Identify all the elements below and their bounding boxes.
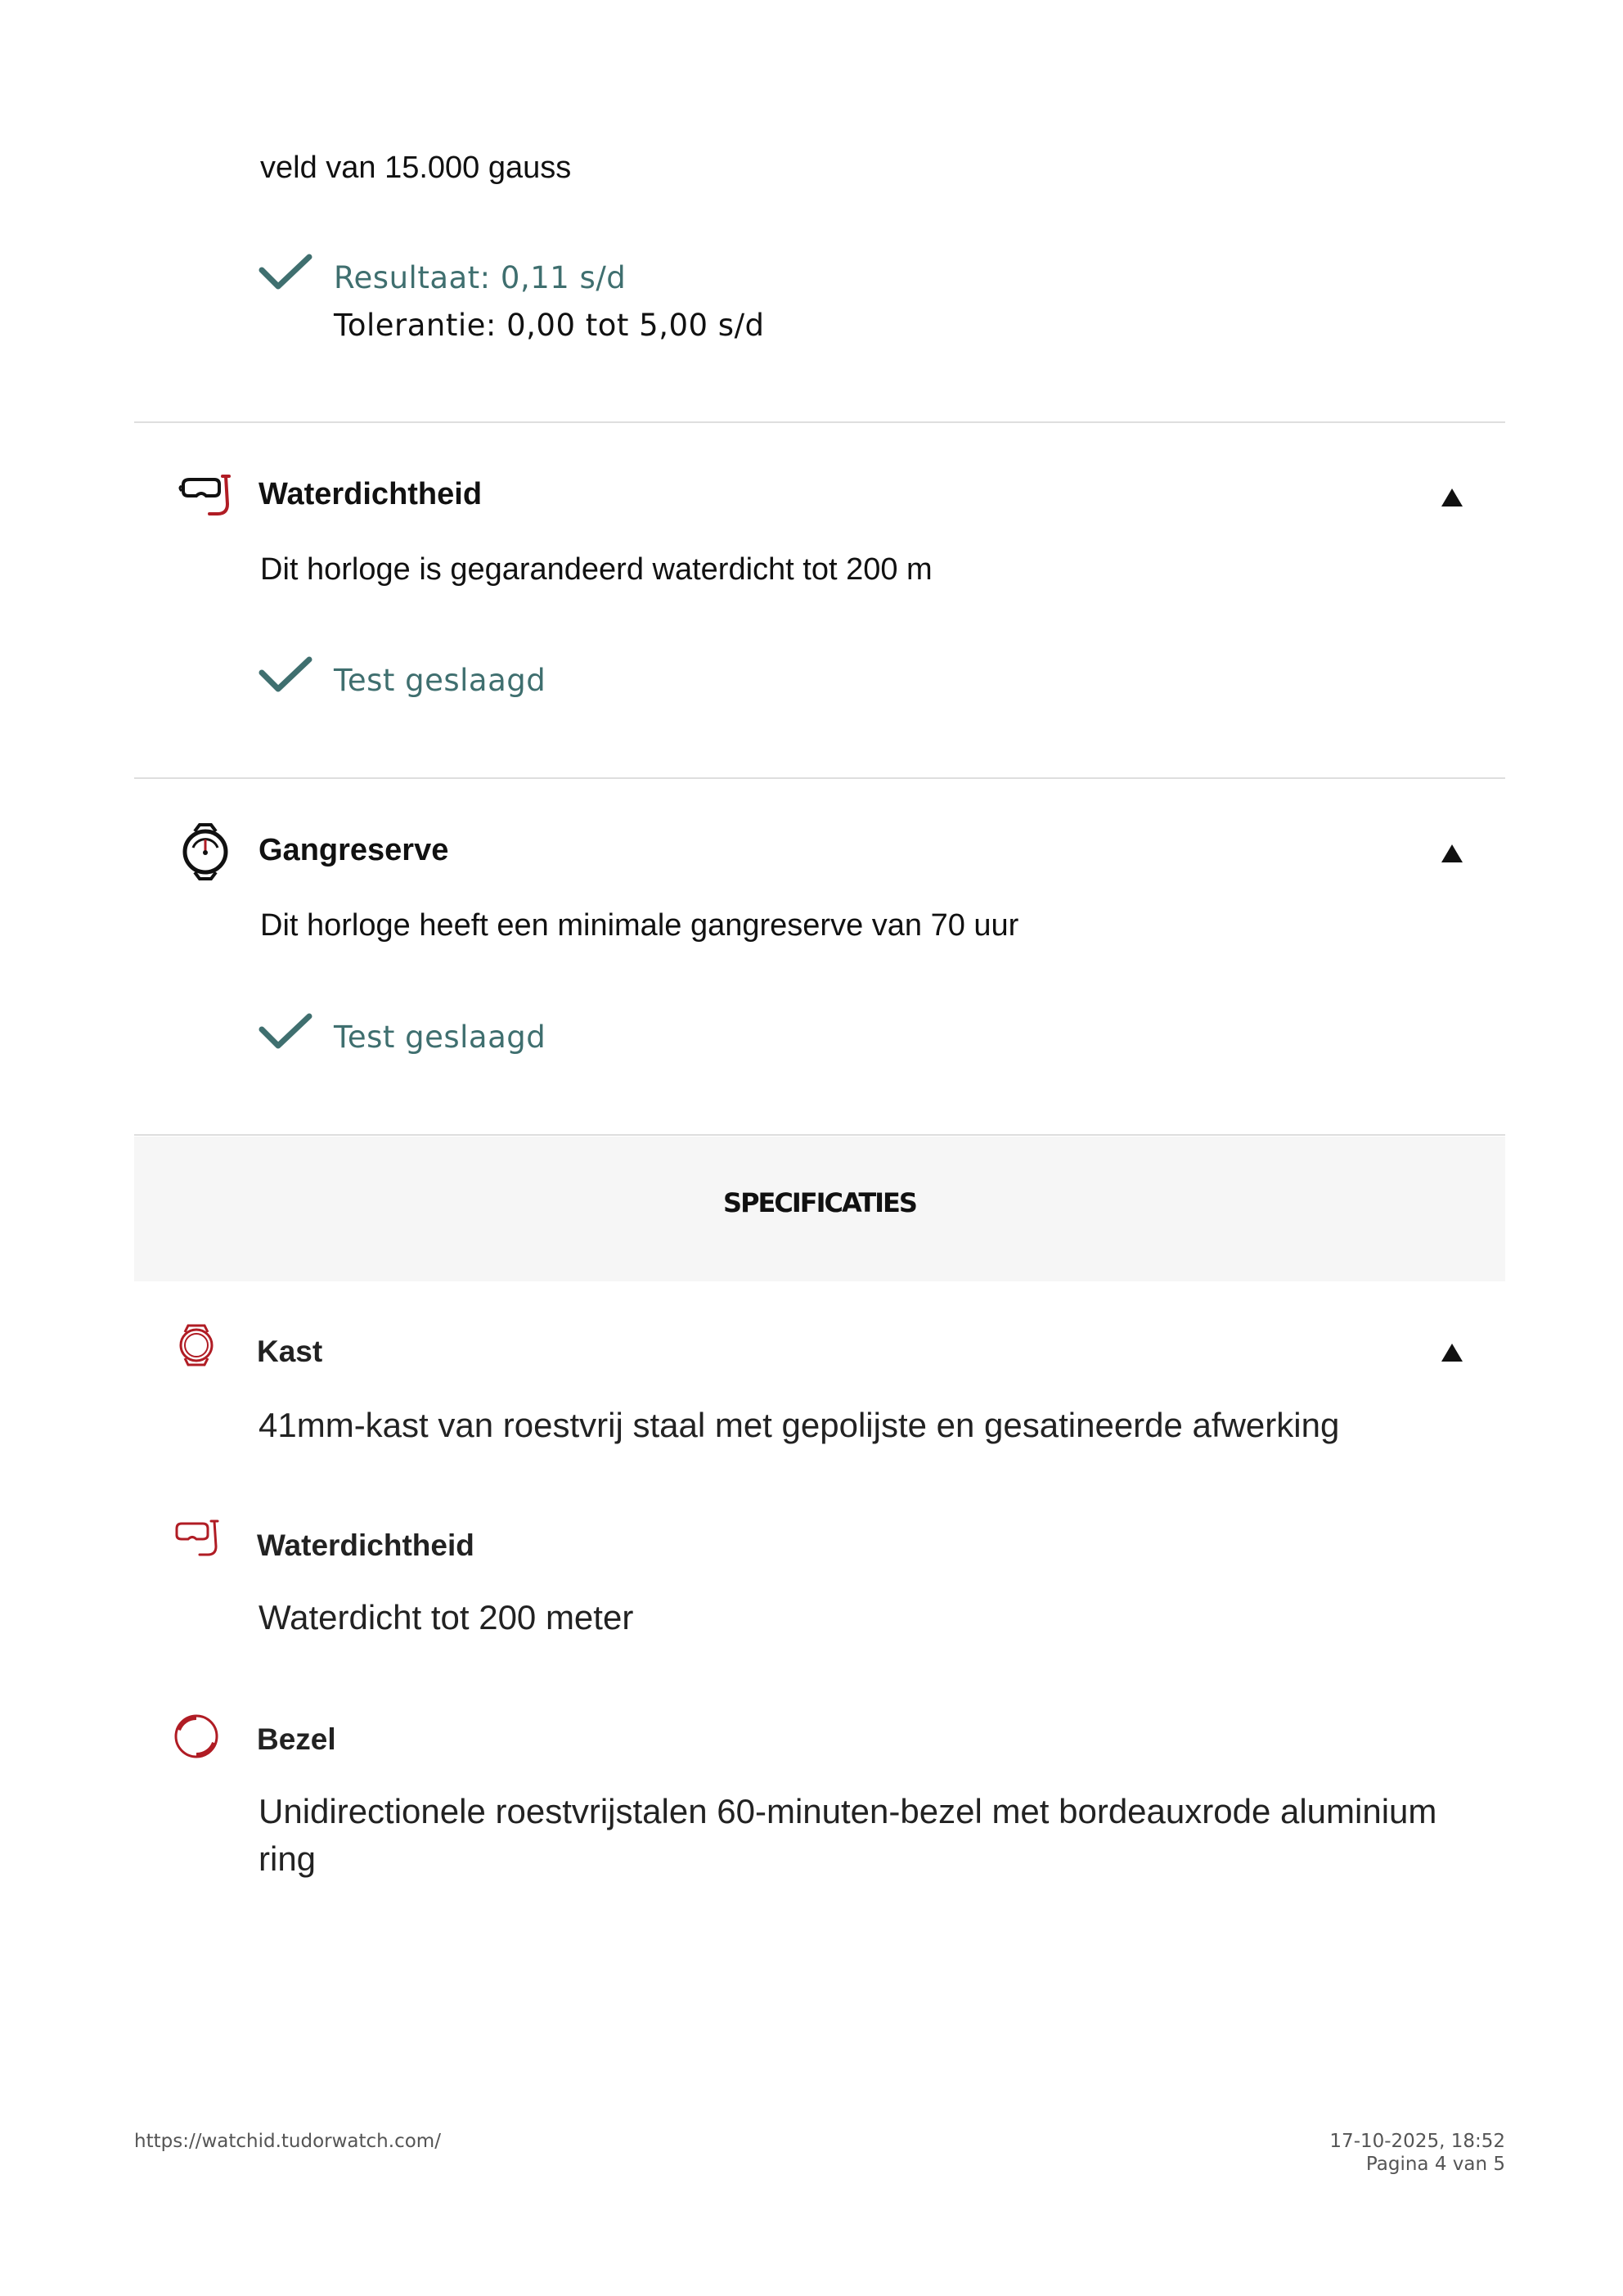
spec-value-kast: 41mm-kast van roestvrij staal met gepolijste en gesatineerde afwerking [259,1406,1340,1444]
checkmark-icon [259,252,312,291]
watch-case-icon [172,1321,221,1370]
footer-url: https://watchid.tudorwatch.com/ [134,2131,441,2152]
bezel-icon [172,1712,221,1761]
test-status-row [259,1011,749,1060]
checkmark-icon [259,1011,312,1051]
divider [134,1134,1505,1136]
watch-power-reserve-icon [178,823,232,880]
spec-name-bezel: Bezel [257,1722,336,1756]
specs-header-band [134,1137,1505,1281]
test-description: Dit horloge is gegarandeerd waterdicht tot 200 m [260,552,933,587]
spec-name-waterdichtheid: Waterdichtheid [257,1528,474,1562]
result-text: Resultaat: 0,11 s/d [334,260,627,295]
section-title-waterdichtheid: Waterdichtheid [259,477,483,511]
test-description: Dit horloge heeft een minimale gangreserve van 70 uur [260,908,1019,943]
specs-heading: SPECIFICATIES [723,1187,916,1218]
collapse-arrow-icon[interactable] [1441,844,1463,862]
test-status-row [259,655,749,704]
section-title-gangreserve: Gangreserve [259,833,449,867]
test-status: Test geslaagd [334,663,546,698]
spec-value-waterdichtheid: Waterdicht tot 200 meter [259,1598,634,1636]
tolerance-text: Tolerantie: 0,00 tot 5,00 s/d [334,308,765,343]
divider [134,421,1505,423]
intro-text: veld van 15.000 gauss [260,151,572,185]
spec-value-bezel: Unidirectionele roestvrijstalen 60-minuten-bezel met bordeauxrode aluminium ring [259,1792,1437,1878]
collapse-arrow-icon[interactable] [1441,1344,1463,1362]
checkmark-icon [259,655,312,694]
spec-name-kast: Kast [257,1335,323,1368]
footer-page-number: Pagina 4 van 5 [1365,2154,1505,2175]
divider [134,777,1505,779]
result-row [259,252,995,350]
collapse-arrow-icon[interactable] [1441,488,1463,506]
test-status: Test geslaagd [334,1020,546,1055]
snorkel-mask-icon [178,473,234,520]
footer-datetime: 17-10-2025, 18:52 [1329,2131,1505,2152]
snorkel-mask-icon [172,1519,223,1561]
